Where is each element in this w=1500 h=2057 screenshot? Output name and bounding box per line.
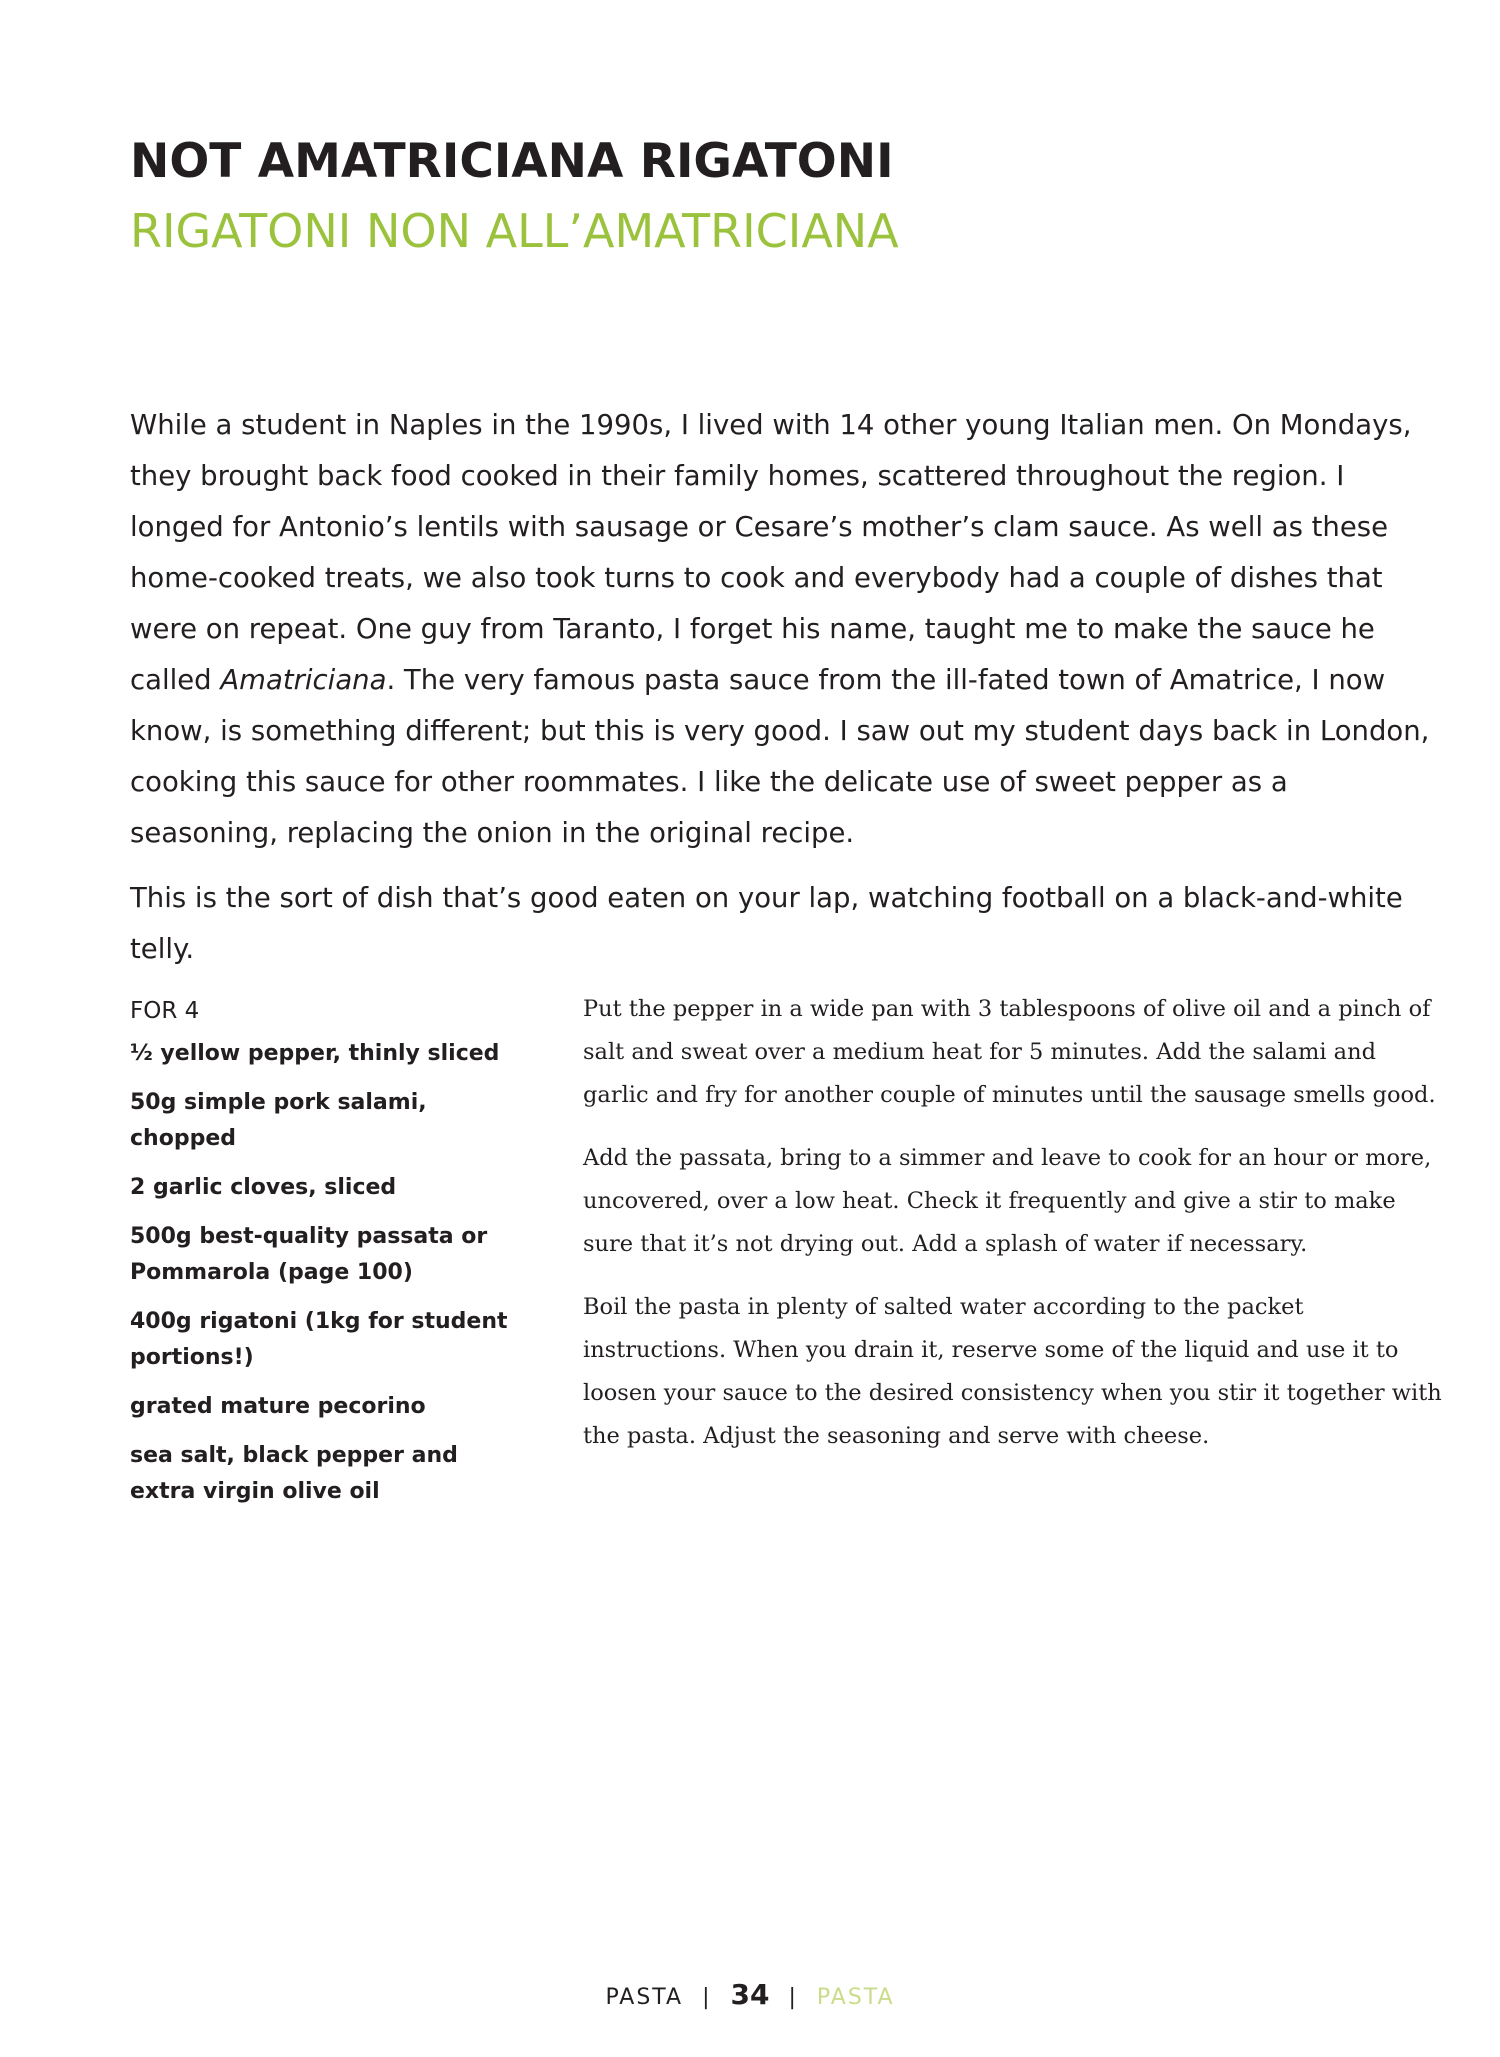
footer-section-it: PASTA: [816, 1985, 895, 2010]
intro-p1-end: . The very famous pasta sauce from the ill-fated town of Amatrice, I now know, is something different; but this is very good. I saw out my student days back in London, cooking this sauce for other roommates. I like the delicate use of sweet pepper as a seasoning, replacing the onion in the original recipe.: [130, 664, 1430, 849]
ingredient-item: 2 garlic cloves, sliced: [130, 1175, 397, 1200]
ingredient-item: 50g simple pork salami, chopped: [130, 1090, 427, 1151]
footer-separator: |: [788, 1985, 798, 2010]
method-step: Put the pepper in a wide pan with 3 tablespoons of olive oil and a pinch of salt and sweat over a medium heat for 5 minutes. Add the salami and garlic and fry for another couple of minutes until the sausage smells good.: [583, 996, 1436, 1108]
footer-section-en: PASTA: [605, 1985, 684, 2010]
ingredient-item: grated mature pecorino: [130, 1394, 426, 1419]
intro-paragraph-1: [130, 400, 1440, 859]
page-footer: [0, 1975, 1500, 2018]
intro-text: [130, 400, 1440, 989]
method-step: Add the passata, bring to a simmer and leave to cook for an hour or more, uncovered, over a low heat. Check it frequently and give a stir to make sure that it’s not drying out. Add a splash of water if necessary.: [583, 1145, 1432, 1257]
recipe-title: NOT AMATRICIANA RIGATONI: [130, 134, 894, 189]
intro-p1-start: While a student in Naples in the 1990s, I lived with 14 other young Italian men. On Mondays, they brought back food cooked in their family homes, scattered throughout the region. I longed for Antonio’s lentils with sausage or Cesare’s mother’s clam sauce. As well as these home-cooked treats, we also took turns to cook and everybody had a couple of dishes that were on repeat. One guy from Taranto, I forget his name, taught me to make the sauce he called: [130, 409, 1412, 696]
method-steps: [583, 988, 1443, 1478]
ingredient-item: ½ yellow pepper, thinly sliced: [130, 1041, 500, 1066]
footer-separator: |: [702, 1985, 712, 2010]
intro-p1-italic: Amatriciana: [220, 664, 387, 696]
ingredient-item: sea salt, black pepper and extra virgin olive oil: [130, 1443, 458, 1504]
page-number: 34: [730, 1978, 770, 2011]
ingredient-list: [130, 1036, 520, 1523]
method-step: Boil the pasta in plenty of salted water according to the packet instructions. When you drain it, reserve some of the liquid and use it to loosen your sauce to the desired consistency when you stir it together with the pasta. Adjust the seasoning and serve with cheese.: [583, 1294, 1442, 1449]
intro-paragraph-2: This is the sort of dish that’s good eaten on your lap, watching football on a black-and-white telly.: [130, 882, 1403, 965]
ingredient-item: 400g rigatoni (1kg for student portions!): [130, 1309, 508, 1370]
recipe-subtitle-italian: RIGATONI NON ALL’AMATRICIANA: [130, 204, 899, 258]
ingredient-item: 500g best-quality passata or Pommarola (page 100): [130, 1224, 488, 1285]
serves-label: FOR 4: [130, 998, 200, 1024]
